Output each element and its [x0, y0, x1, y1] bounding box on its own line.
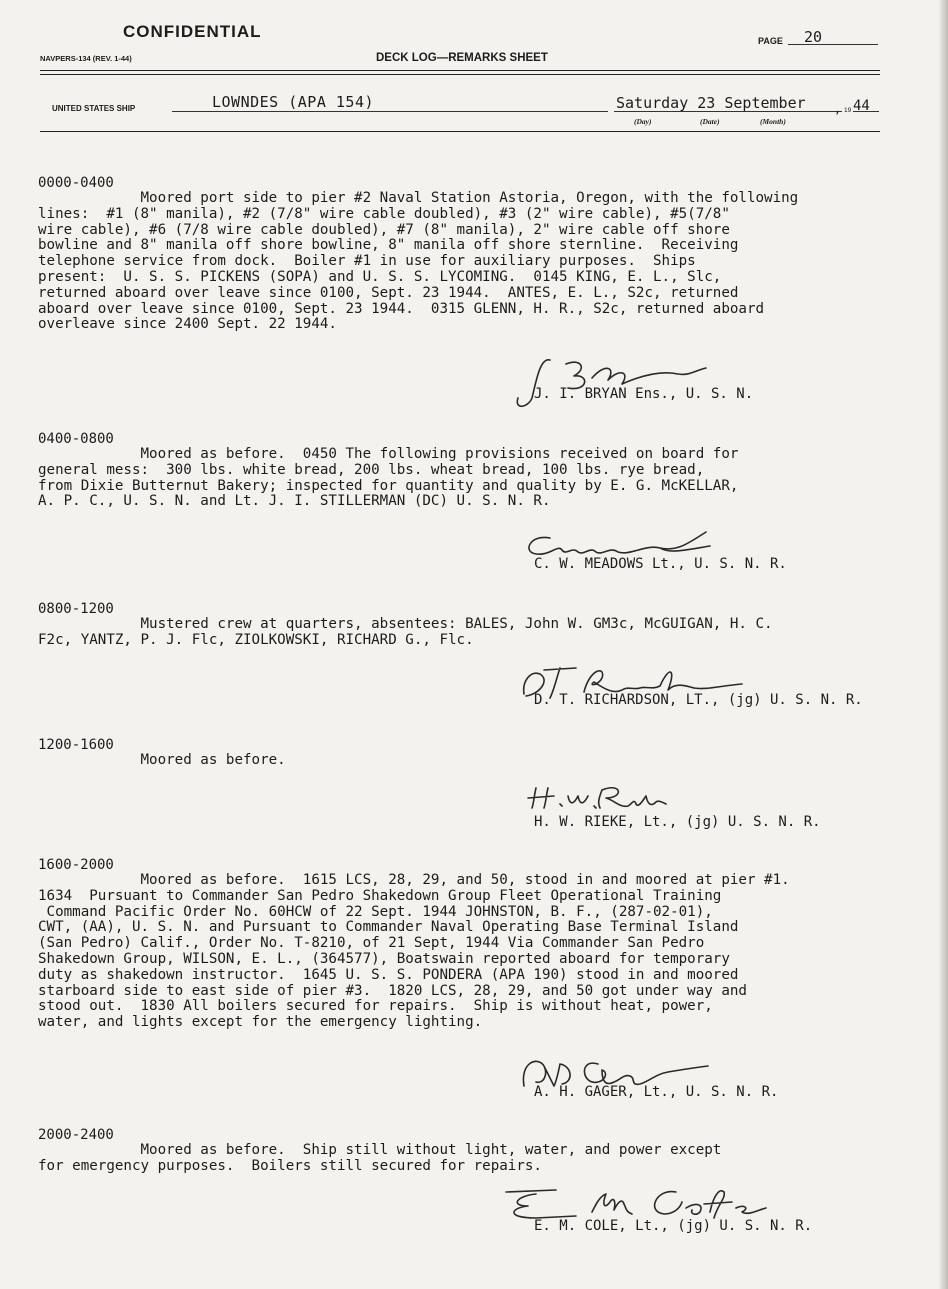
watch-period: 0800-1200	[38, 601, 114, 617]
entry-remarks: Moored as before. Ship still without light, water, and power except for emergency purposes. Boilers still secured for repairs.	[38, 1142, 722, 1174]
watch-period: 2000-2400	[38, 1127, 114, 1143]
watch-period: 1600-2000	[38, 857, 114, 873]
signature-block	[510, 660, 910, 718]
form-title: DECK LOG—REMARKS SHEET	[376, 52, 548, 64]
entry-remarks: Mustered crew at quarters, absentees: BALES, John W. GM3c, McGUIGAN, H. C. F2c, YANTZ, P. J. Flc, ZIOLKOWSKI, RICHARD G., Flc.	[38, 616, 773, 648]
header-rule-top	[40, 70, 880, 71]
entry-remarks: Moored port side to pier #2 Naval Station Astoria, Oregon, with the following lines: #1 (8" manila), #2 (7/8" wire cable doubled), #3 (2" wire cable), #5(7/8" wire cable), #6 (7/8 wire cable doubled), #7 (8" manila), 2" wire cable off shore bowline and 8" manila off shore bowline, 8" manila off shore sternline. Receiving telephone service from dock. Boiler #1 in use for auxiliary purposes. Ships present: U. S. S. PICKENS (SOPA) and U. S. S. LYCOMING. 0145 KING, E. L., Slc, returned aboard over leave since 0100, Sept. 23 1944. ANTES, E. L., S2c, returned aboard over leave since 0100, Sept. 23 1944. 0315 GLENN, H. R., S2c, returned aboard overleave since 2400 Sept. 22 1944.	[38, 190, 799, 333]
signature-block	[496, 1184, 896, 1242]
handwritten-signature	[510, 660, 770, 718]
signature-block	[510, 352, 910, 410]
caption-day: (Day)	[634, 117, 652, 126]
ship-label: UNITED STATES SHIP	[52, 104, 136, 113]
signature-block	[510, 1052, 910, 1110]
form-number: NAVPERS-134 (REV. 1-44)	[40, 54, 132, 63]
log-entry	[38, 176, 908, 333]
log-day: Saturday	[616, 94, 689, 112]
log-entry	[38, 738, 908, 769]
year-suffix: 44	[853, 98, 879, 112]
entry-remarks: Moored as before. 1615 LCS, 28, 29, and 50, stood in and moored at pier #1. 1634 Pursuant to Commander San Pedro Shakedown Group Fleet Operational Training Command Pacific Order No. 60HCW of 22 Sept. 1944 JOHNSTON, B. F., (287-02-01), CWT, (AA), U. S. N. and Pursuant to Commander Naval Operating Base Terminal Island (San Pedro) Calif., Order No. T-8210, of 21 Sept, 1944 Via Commander San Pedro Shakedown Group, WILSON, E. L., (364577), Boatswain reported aboard for temporary duty as shakedown instructor. 1645 U. S. S. PONDERA (APA 190) stood in and moored starboard side to east side of pier #3. 1820 LCS, 28, 29, and 50 got under way and stood out. 1830 All boilers secured for repairs. Ship is without heat, power, water, and lights except for the emergency lighting.	[38, 872, 790, 1031]
log-date	[616, 94, 806, 112]
watch-period: 0000-0400	[38, 175, 114, 191]
signature-typed: C. W. MEADOWS Lt., U. S. N. R.	[534, 556, 787, 572]
watch-period: 1200-1600	[38, 737, 114, 753]
log-entry	[38, 602, 908, 649]
log-month: September	[724, 94, 806, 112]
log-entry	[38, 432, 908, 510]
page-edge-shadow	[938, 0, 948, 1289]
year-prefix: 19	[844, 107, 852, 114]
page-number: 20	[788, 28, 878, 45]
caption-month: (Month)	[760, 117, 786, 126]
page-label: PAGE	[758, 36, 783, 46]
handwritten-signature	[510, 1052, 730, 1110]
signature-typed: J. I. BRYAN Ens., U. S. N.	[534, 386, 754, 402]
signature-block	[510, 782, 910, 840]
log-entry	[38, 1128, 908, 1175]
header-rule-bottom	[40, 74, 880, 75]
log-entry	[38, 858, 908, 1031]
caption-date: (Date)	[700, 117, 720, 126]
log-date-number: 23	[697, 94, 716, 112]
handwritten-signature	[510, 782, 730, 840]
handwritten-signature	[510, 524, 730, 582]
entry-remarks: Moored as before.	[38, 752, 286, 768]
header-rule-ship	[40, 131, 880, 132]
ship-name: LOWNDES (APA 154)	[212, 93, 375, 111]
classification-mark: CONFIDENTIAL	[123, 22, 262, 41]
signature-typed: H. W. RIEKE, Lt., (jg) U. S. N. R.	[534, 814, 821, 830]
watch-period: 0400-0800	[38, 431, 114, 447]
signature-block	[510, 524, 910, 582]
date-separator: ,	[834, 102, 842, 116]
signature-typed: D. T. RICHARDSON, LT., (jg) U. S. N. R.	[534, 692, 863, 708]
signature-typed: E. M. COLE, Lt., (jg) U. S. N. R.	[534, 1218, 813, 1234]
entry-remarks: Moored as before. 0450 The following provisions received on board for general mess: 300 lbs. white bread, 200 lbs. wheat bread, 100 lbs. rye bread, from Dixie Butternut Bakery; inspected for quantity and quality by E. G. McKELLAR, A. P. C., U. S. N. and Lt. J. I. STILLERMAN (DC) U. S. N. R.	[38, 446, 739, 510]
signature-typed: A. H. GAGER, Lt., U. S. N. R.	[534, 1084, 779, 1100]
